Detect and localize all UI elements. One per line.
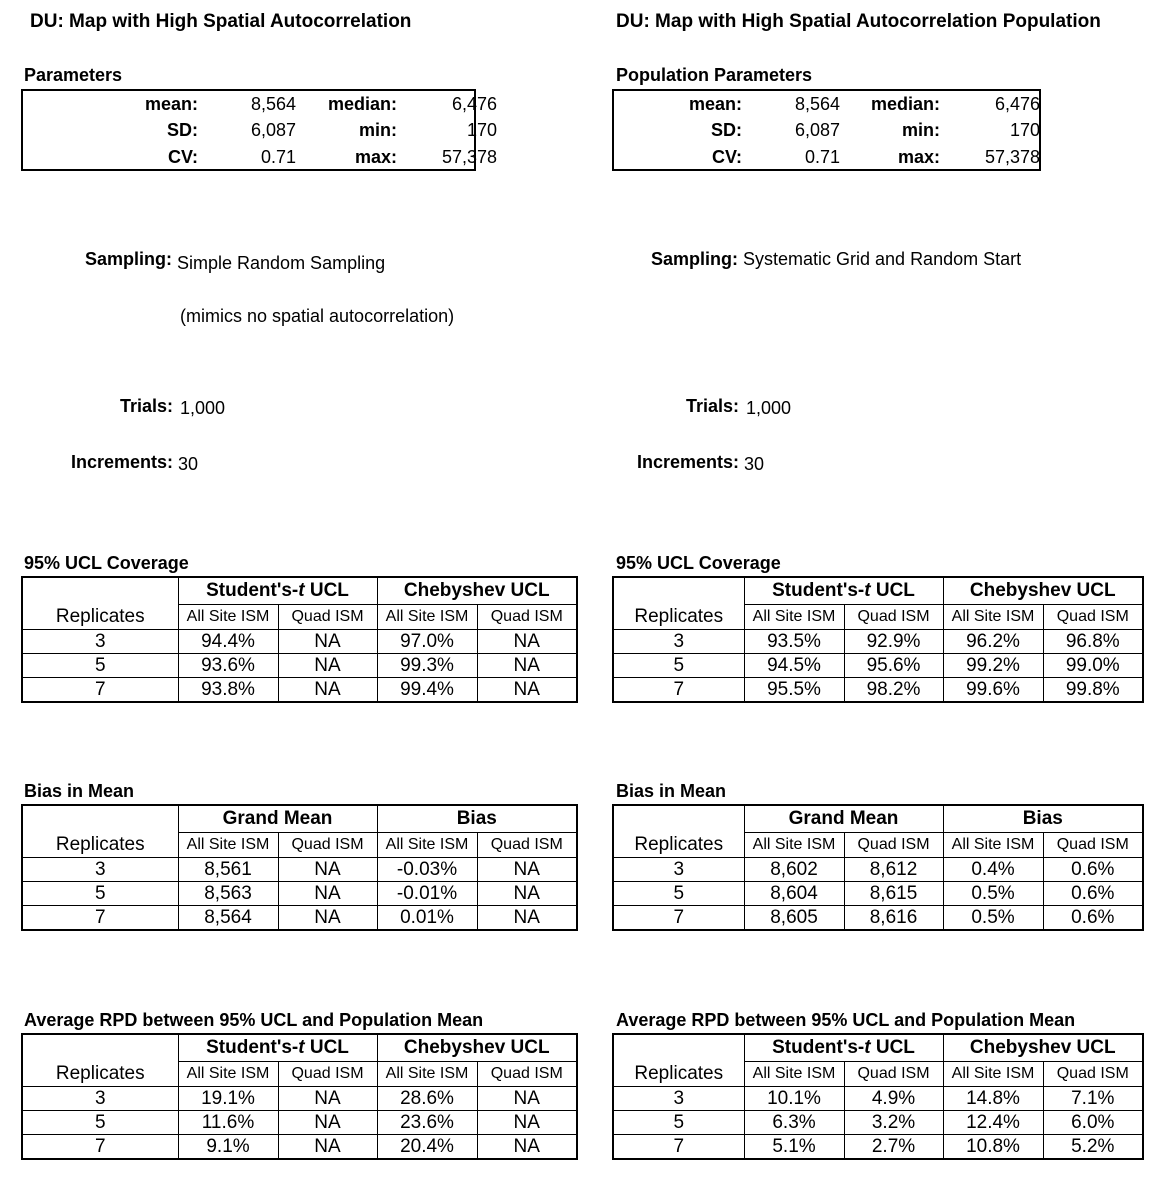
cell: 96.8% [1043,630,1143,654]
cell: 7 [22,678,178,703]
cell: 5 [22,654,178,678]
cell: 0.6% [1043,906,1143,931]
right-rpd-table [612,1033,1144,1160]
left-title: DU: Map with High Spatial Autocorrelation [30,11,412,32]
cell: 98.2% [844,678,943,703]
cell: 9.1% [178,1135,278,1160]
cell: 5.2% [1043,1135,1143,1160]
mean-label: mean: [144,94,198,114]
cell: 93.5% [744,630,844,654]
cell: 5 [613,882,744,906]
cell: 99.6% [943,678,1043,703]
replicates-header: Replicates [613,577,744,630]
right-increments-value: 30 [744,454,765,474]
subheader-quad-ism: Quad ISM [477,833,577,858]
sd-value: 6,087 [794,120,840,140]
cell: 5 [22,1111,178,1135]
subheader-quad-ism: Quad ISM [278,833,377,858]
min-label: min: [359,120,397,140]
cell: 23.6% [377,1111,477,1135]
mean-value: 8,564 [250,94,296,114]
subheader-quad-ism: Quad ISM [844,605,943,630]
cell: 0.4% [943,858,1043,882]
subheader-all-site-ism: All Site ISM [178,605,278,630]
table-row [613,858,1143,882]
cell: 20.4% [377,1135,477,1160]
table-row [613,882,1143,906]
cell: 96.2% [943,630,1043,654]
subheader-quad-ism: Quad ISM [844,1062,943,1087]
cell: 99.3% [377,654,477,678]
table-row [613,1135,1143,1160]
left-bias-heading: Bias in Mean [24,781,135,801]
chebyshev-ucl-header: Chebyshev UCL [377,1034,577,1062]
left-sampling-note: (mimics no spatial autocorrelation) [180,306,455,326]
right-increments-label: Increments: [636,452,739,472]
cell: 99.2% [943,654,1043,678]
left-parameters-heading: Parameters [24,65,123,85]
subheader-quad-ism: Quad ISM [1043,833,1143,858]
grand-mean-header: Grand Mean [744,805,943,833]
mean-value: 8,564 [794,94,840,114]
subheader-all-site-ism: All Site ISM [377,1062,477,1087]
table-row [613,678,1143,703]
chebyshev-ucl-header: Chebyshev UCL [943,1034,1143,1062]
cell: 8,605 [744,906,844,931]
mean-label: mean: [688,94,742,114]
subheader-all-site-ism: All Site ISM [744,833,844,858]
cell: 8,604 [744,882,844,906]
right-trials-label: Trials: [685,396,739,416]
cell: 7 [22,906,178,931]
cell: 7 [613,906,744,931]
subheader-all-site-ism: All Site ISM [377,833,477,858]
right-title: DU: Map with High Spatial Autocorrelation Population [616,11,1101,32]
left-sampling-value: Simple Random Sampling [177,253,386,273]
replicates-header: Replicates [22,577,178,630]
median-label: median: [870,94,940,114]
cell: 10.1% [744,1087,844,1111]
right-coverage-heading: 95% UCL Coverage [616,553,781,573]
table-row [613,1111,1143,1135]
right-sampling-value: Systematic Grid and Random Start [743,249,1022,269]
subheader-quad-ism: Quad ISM [477,1062,577,1087]
left-rpd-heading: Average RPD between 95% UCL and Population Mean [24,1010,484,1030]
cell: 3 [22,630,178,654]
cell: 93.8% [178,678,278,703]
subheader-quad-ism: Quad ISM [844,833,943,858]
cell: 5 [22,882,178,906]
cell: NA [477,882,577,906]
right-parameters-heading: Population Parameters [616,65,813,85]
subheader-all-site-ism: All Site ISM [178,1062,278,1087]
replicates-header: Replicates [22,805,178,858]
cell: NA [477,1135,577,1160]
cell: 3 [22,1087,178,1111]
cell: 0.6% [1043,858,1143,882]
cell: 2.7% [844,1135,943,1160]
cell: 10.8% [943,1135,1043,1160]
median-label: median: [327,94,397,114]
cell: 11.6% [178,1111,278,1135]
subheader-quad-ism: Quad ISM [278,1062,377,1087]
subheader-all-site-ism: All Site ISM [178,833,278,858]
cv-value: 0.71 [804,147,840,167]
cell: 0.01% [377,906,477,931]
cell: 8,564 [178,906,278,931]
replicates-header: Replicates [613,805,744,858]
cell: 7 [613,678,744,703]
subheader-quad-ism: Quad ISM [1043,1062,1143,1087]
cell: 0.5% [943,882,1043,906]
cell: 94.5% [744,654,844,678]
subheader-quad-ism: Quad ISM [477,605,577,630]
subheader-all-site-ism: All Site ISM [377,605,477,630]
cell: -0.03% [377,858,477,882]
cell: NA [278,630,377,654]
table-row [613,654,1143,678]
min-value: 170 [466,120,497,140]
cell: NA [477,1087,577,1111]
cell: NA [278,906,377,931]
cell: 7 [22,1135,178,1160]
left-coverage-heading: 95% UCL Coverage [24,553,189,573]
cell: 5 [613,1111,744,1135]
cell: 12.4% [943,1111,1043,1135]
max-value: 57,378 [441,147,497,167]
cell: 3.2% [844,1111,943,1135]
cell: 8,561 [178,858,278,882]
median-value: 6,476 [451,94,497,114]
cell: 94.4% [178,630,278,654]
subheader-all-site-ism: All Site ISM [943,1062,1043,1087]
sd-label: SD: [167,120,198,140]
cell: NA [477,630,577,654]
cell: 3 [613,858,744,882]
cell: NA [278,1111,377,1135]
cell: 99.0% [1043,654,1143,678]
cv-value: 0.71 [260,147,296,167]
cell: NA [477,678,577,703]
cell: NA [278,678,377,703]
right-bias-heading: Bias in Mean [616,781,727,801]
chebyshev-ucl-header: Chebyshev UCL [943,577,1143,605]
cell: 19.1% [178,1087,278,1111]
cell: 8,612 [844,858,943,882]
cell: 14.8% [943,1087,1043,1111]
cell: 93.6% [178,654,278,678]
students-t-ucl-header: Student's-t UCL [744,577,943,605]
cell: NA [278,654,377,678]
cell: 3 [22,858,178,882]
cell: 5.1% [744,1135,844,1160]
students-t-ucl-header: Student's-t UCL [744,1034,943,1062]
cell: NA [278,882,377,906]
subheader-quad-ism: Quad ISM [278,605,377,630]
cell: 95.5% [744,678,844,703]
cell: 28.6% [377,1087,477,1111]
cell: NA [477,906,577,931]
replicates-header: Replicates [22,1034,178,1087]
cell: 7.1% [1043,1087,1143,1111]
cell: 97.0% [377,630,477,654]
subheader-quad-ism: Quad ISM [1043,605,1143,630]
subheader-all-site-ism: All Site ISM [744,1062,844,1087]
right-trials-value: 1,000 [746,398,792,418]
table-row [613,630,1143,654]
cell: 5 [613,654,744,678]
max-value: 57,378 [984,147,1040,167]
right-parameters-box [612,89,1041,171]
cell: NA [477,654,577,678]
cell: 99.4% [377,678,477,703]
table-row [613,906,1143,931]
sd-label: SD: [711,120,742,140]
table-row [613,1087,1143,1111]
bias-header: Bias [943,805,1143,833]
right-coverage-table [612,576,1144,703]
subheader-all-site-ism: All Site ISM [943,605,1043,630]
cell: 4.9% [844,1087,943,1111]
grand-mean-header: Grand Mean [178,805,377,833]
bias-header: Bias [377,805,577,833]
right-rpd-heading: Average RPD between 95% UCL and Population Mean [616,1010,1076,1030]
right-bias-table [612,804,1144,931]
left-trials-value: 1,000 [180,398,226,418]
cell: 99.8% [1043,678,1143,703]
cell: 8,616 [844,906,943,931]
sd-value: 6,087 [250,120,296,140]
cell: 92.9% [844,630,943,654]
cell: NA [477,858,577,882]
subheader-all-site-ism: All Site ISM [943,833,1043,858]
cell: 95.6% [844,654,943,678]
cell: 6.0% [1043,1111,1143,1135]
cell: NA [278,858,377,882]
left-trials-label: Trials: [119,396,173,416]
cell: 0.6% [1043,882,1143,906]
max-label: max: [354,147,397,167]
right-sampling-label: Sampling: [650,249,738,269]
subheader-all-site-ism: All Site ISM [744,605,844,630]
cell: 3 [613,1087,744,1111]
median-value: 6,476 [994,94,1040,114]
cell: 7 [613,1135,744,1160]
cell: 6.3% [744,1111,844,1135]
cell: NA [278,1135,377,1160]
cv-label: CV: [167,147,198,167]
left-increments-value: 30 [178,454,199,474]
cell: 8,563 [178,882,278,906]
chebyshev-ucl-header: Chebyshev UCL [377,577,577,605]
cell: NA [278,1087,377,1111]
replicates-header: Replicates [613,1034,744,1087]
max-label: max: [897,147,940,167]
left-sampling-label: Sampling: [84,249,172,269]
cell: 3 [613,630,744,654]
min-value: 170 [1009,120,1040,140]
cell: NA [477,1111,577,1135]
students-t-ucl-header: Student's-t UCL [178,577,377,605]
cell: 8,615 [844,882,943,906]
cell: 0.5% [943,906,1043,931]
students-t-ucl-header: Student's-t UCL [178,1034,377,1062]
left-increments-label: Increments: [70,452,173,472]
cell: -0.01% [377,882,477,906]
min-label: min: [902,120,940,140]
cell: 8,602 [744,858,844,882]
cv-label: CV: [711,147,742,167]
